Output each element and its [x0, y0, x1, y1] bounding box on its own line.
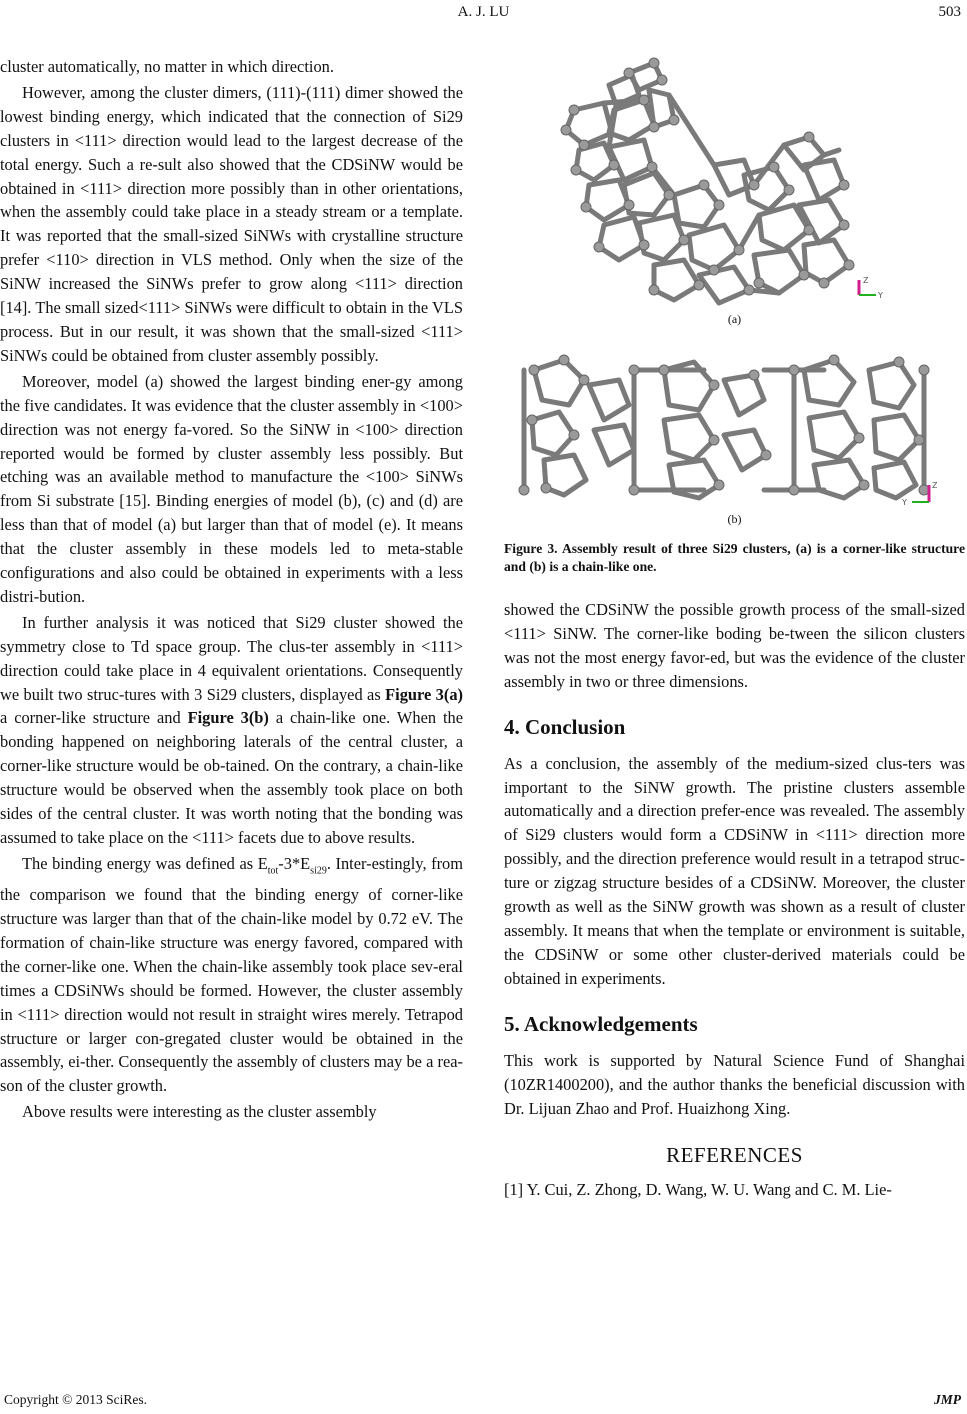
figure-ref: Figure 3(b): [187, 708, 269, 728]
paragraph: Moreover, model (a) showed the largest binding ener-gy among the five candidates. It was evidence that the cluster assembly in <100> direction was not energy fa-vored. So the SiNW in <100> direction reported would be formed by cluster assembly less possibly. But etching was an available method to manufacture the <100> SiNWs from Si substrate [15]. Binding energies of model (b), (c) and (d) are less than that of model (a) but larger than that of model (e). It means that the cluster assembly in these models led to meta-stable configurations and also could be obtained in experiments with a less distri-bution.: [0, 371, 463, 606]
text-run: The binding energy was defined as E: [22, 853, 268, 873]
paragraph: cluster automatically, no matter in which direction.: [0, 57, 334, 76]
footer-journal: JMP: [934, 1392, 961, 1407]
figure-label-a: (a): [727, 312, 742, 326]
text-run: a chain-like one. When the bonding happened on neighboring laterals of the central cluster, a corner-like structure would be ob-tained. On the contrary, a chain-like structure would be observed when the assembly took place on both sides of the central cluster. It was worth noting that the bonding was assumed to take place on the <111> facets due to above results.: [0, 708, 463, 847]
axis-z-label: Z: [932, 481, 938, 490]
text-run: -3*E: [278, 853, 311, 873]
section-title-conclusion: 4. Conclusion: [504, 714, 626, 739]
figure-ref: Figure 3(a): [385, 684, 463, 704]
text-run: a corner-like structure and: [0, 708, 188, 728]
paragraph: This work is supported by Natural Science Fund of Shanghai (10ZR1400200), and the author thanks the beneficial discussion with Dr. Lijuan Zhao and Prof. Huaizhong Xing.: [504, 1050, 965, 1118]
page-number: 503: [938, 4, 961, 20]
left-column: [0, 55, 463, 1124]
running-header-author: A. J. LU: [457, 4, 510, 20]
right-column: [504, 55, 965, 1202]
paragraph: showed the CDSiNW the possible growth process of the small-sized <111> SiNW. The corner-like boding be-tween the silicon clusters was not the most energy favor-ed, but was the evidence of the cluster assembly in two or three dimensions.: [504, 600, 965, 691]
text-run: In further analysis it was noticed that Si29 cluster showed the symmetry close to Td space group. The clus-ter assembly in <111> direction could take place in 4 equivalent orientations. Consequently we built two struc-tures with 3 Si29 clusters, displayed as: [0, 612, 463, 704]
text-run: . Inter-estingly, from the comparison we found that the binding energy of corner-like structure was larger than that of the chain-like model by 0.72 eV. The formation of chain-like structure was energy favored, compared with the corner-like one. When the chain-like assembly took place sev-eral times a CDSiNWs should be formed. However, the cluster assembly in <111> direction would not result in straight wires merely. Tetrapod structure or larger con-gregated cluster would be obtained in the assembly, ei-ther. Consequently the assembly of clusters may be a rea-son of the cluster growth.: [0, 853, 463, 1096]
chain-like-structure-image: [504, 340, 965, 510]
subscript: si29: [310, 865, 327, 877]
axis-y-label: Y: [878, 291, 883, 300]
references-title: REFERENCES: [666, 1143, 803, 1168]
figure-caption: Figure 3. Assembly result of three Si29 clusters, (a) is a corner-like structure and (b) is a chain-like one.: [504, 541, 965, 574]
reference-item: [1] Y. Cui, Z. Zhong, D. Wang, W. U. Wang and C. M. Lie-: [504, 1180, 892, 1200]
paragraph: As a conclusion, the assembly of the medium-sized clus-ters was important to the SiNW growth. The pristine clusters assemble automatically and a direction prefer-ence was revealed. The assembly of Si29 clusters would form a CDSiNW in <111> direction more possibly, and the direction preference would result in a tetrapod struc-ture or zigzag structure besides of a CDSiNW. Moreover, the cluster growth as well as the SiNW growth was shown as a result of cluster assembly. It means that when the template or environment is suitable, the CDSiNW or some other cluster-derived materials could be obtained in experiments.: [504, 753, 965, 988]
figure-label-b: (b): [727, 512, 742, 526]
paragraph: [0, 852, 463, 1098]
figure-3b: [504, 340, 965, 526]
footer-copyright: Copyright © 2013 SciRes.: [4, 1392, 148, 1407]
axis-z-label: Z: [863, 276, 869, 285]
axis-y-label: Y: [902, 498, 907, 507]
figure-3a: [504, 55, 965, 326]
paragraph: [0, 611, 463, 850]
paragraph: Above results were interesting as the cluster assembly: [22, 1102, 377, 1122]
subscript: tot: [267, 865, 279, 877]
paragraph: However, among the cluster dimers, (111)-(111) dimer showed the lowest binding energy, which indicated that the connection of Si29 clusters in <111> direction would lead to the largest decrease of the total energy. Such a re-sult also showed that the CDSiNW would be obtained in <111> direction more possibly than in other orientations, when the assembly could take place in a steady stream or a template. It was reported that the small-sized SiNWs with crystalline structure prefer <110> direction in VLS method. Only when the size of the SiNW increased the SiNWs prefer to grow along <111> direction [14]. The small sized<111> SiNWs were difficult to obtain in the VLS process. But in our result, it was shown that the small-sized <111> SiNWs could be obtained from cluster assembly possibly.: [0, 82, 463, 365]
section-title-acknowledgements: 5. Acknowledgements: [504, 1011, 698, 1036]
corner-like-structure-image: [504, 55, 965, 310]
axis-indicator: [859, 276, 883, 300]
